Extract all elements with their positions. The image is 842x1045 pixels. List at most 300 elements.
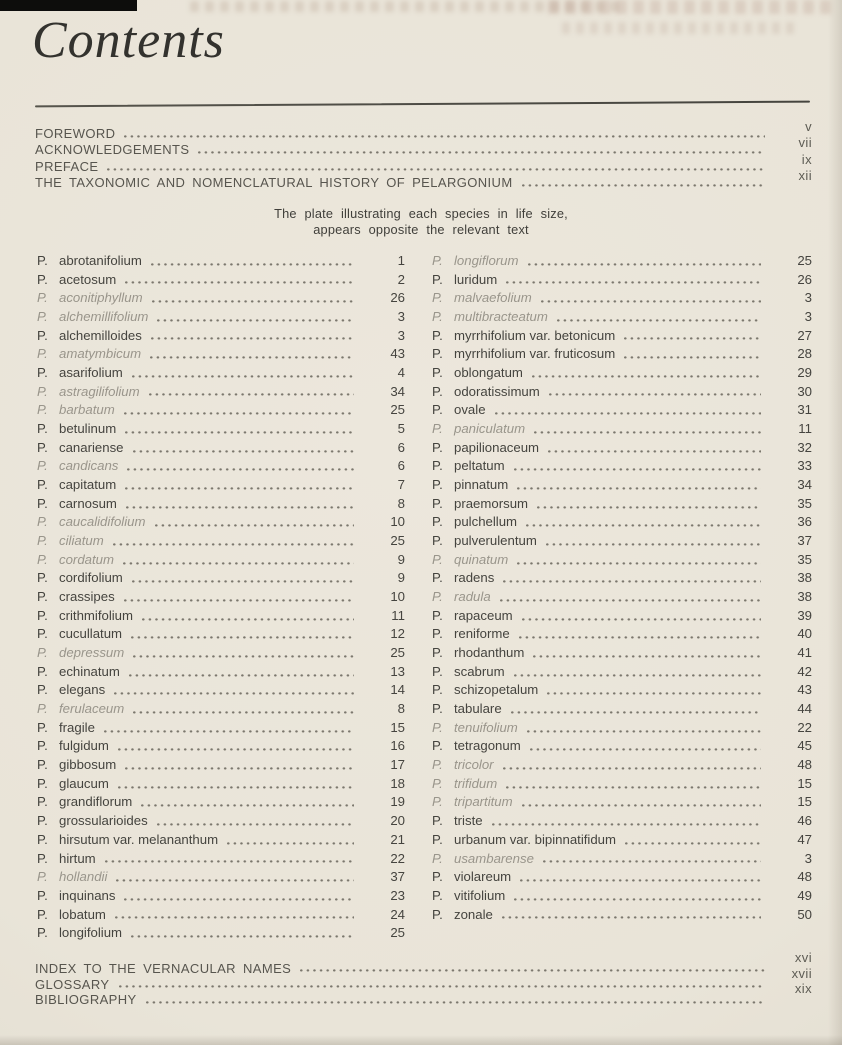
dotted-leader [540,383,768,402]
species-entry-row [432,383,812,402]
species-name: glaucum [59,775,109,791]
genus-abbreviation: P. [432,402,443,418]
species-entry-row [37,906,405,925]
dotted-leader [133,607,361,626]
plate-note [0,206,842,237]
species-entry-row [37,663,405,682]
species-name: malvaefolium [454,290,532,306]
genus-abbreviation: P. [37,570,48,586]
toc-entry-label: GLOSSARY [35,976,110,992]
species-entry-row [432,420,812,439]
species-name: canariense [59,439,124,455]
genus-abbreviation: P. [37,626,48,642]
dotted-leader [123,364,361,383]
genus-abbreviation: P. [432,887,443,903]
species-name: schizopetalum [454,682,539,698]
genus-abbreviation: P. [37,495,48,511]
page-number: 45 [797,738,812,754]
species-entry-row [37,812,405,831]
species-name: lobatum [59,906,106,922]
species-entry-row [37,681,405,700]
species-entry-row [37,327,405,346]
species-entry-row [432,271,812,290]
species-entry-row [432,681,812,700]
toc-entry-row [35,135,812,158]
dotted-leader [505,457,768,476]
species-entry-row [432,308,812,327]
genus-abbreviation: P. [432,570,443,586]
plate-note-line2: appears opposite the relevant text [313,221,529,237]
page-number: 38 [797,589,812,605]
bleedthrough-ghost [548,0,834,14]
dotted-leader [505,887,768,906]
species-name: reniforme [454,626,510,642]
genus-abbreviation: P. [432,383,443,399]
genus-abbreviation: P. [37,906,48,922]
page-number: 15 [797,794,812,810]
genus-abbreviation: P. [37,925,48,941]
species-entry-row [37,924,405,943]
page-number: 36 [797,514,812,530]
dotted-leader [120,663,361,682]
species-name: triste [454,813,483,829]
genus-abbreviation: P. [432,290,443,306]
dotted-leader [523,364,768,383]
species-name: paniculatum [454,421,526,437]
page-number: 12 [390,626,405,642]
species-name: aconitiphyllum [59,290,143,306]
genus-abbreviation: P. [432,850,443,866]
species-entry-row [432,887,812,906]
genus-abbreviation: P. [432,346,443,362]
page-number: 18 [390,775,405,791]
page-number: 24 [390,906,405,922]
species-name: tabulare [454,701,502,717]
dotted-leader [513,793,768,812]
species-name: myrrhifolium var. betonicum [454,327,616,343]
species-name: betulinum [59,421,117,437]
dotted-leader [116,756,361,775]
genus-abbreviation: P. [37,551,48,567]
page-number: 7 [397,477,405,493]
page-number: 40 [797,626,812,642]
genus-abbreviation: P. [37,719,48,735]
species-name: echinatum [59,663,120,679]
species-entry-row [432,476,812,495]
species-entry-row [37,588,405,607]
genus-abbreviation: P. [432,626,443,642]
species-name: ovale [454,402,486,418]
genus-abbreviation: P. [432,757,443,773]
dotted-leader [116,476,361,495]
dotted-leader [124,439,361,458]
species-entry-row [37,439,405,458]
genus-abbreviation: P. [37,439,48,455]
page-number: 14 [390,682,405,698]
species-name: gibbosum [59,757,117,773]
dotted-leader [493,906,768,925]
page-number: 6 [397,458,405,474]
toc-entry-label: FOREWORD [35,126,116,141]
species-entry-row [432,719,812,738]
page-number: ix [801,151,812,167]
dotted-leader [510,625,768,644]
dotted-leader [107,868,361,887]
species-name: caucalidifolium [59,514,146,530]
dotted-leader [122,625,361,644]
page-number: 27 [797,327,812,343]
species-entry-row [432,868,812,887]
genus-abbreviation: P. [432,477,443,493]
dotted-leader [525,420,768,439]
genus-abbreviation: P. [37,514,48,530]
genus-abbreviation: P. [37,813,48,829]
dotted-leader [109,775,361,794]
genus-abbreviation: P. [432,869,443,885]
page-number: 8 [397,701,405,717]
dotted-leader [615,327,768,346]
dotted-leader [548,308,768,327]
species-entry-row [432,812,812,831]
genus-abbreviation: P. [432,533,443,549]
species-entry-row [37,401,405,420]
page-number: 31 [797,402,812,418]
species-name: pinnatum [454,477,509,493]
species-name: violareum [454,869,512,885]
page-number: 21 [390,831,405,847]
toc-entry-label: PREFACE [35,158,99,174]
genus-abbreviation: P. [432,663,443,679]
dotted-leader [508,551,768,570]
species-name: hirtum [59,850,96,866]
dotted-leader [497,271,768,290]
species-name: grossularioides [59,813,148,829]
dotted-leader [513,175,772,191]
species-name: vitifolium [454,887,506,903]
dotted-leader [218,831,361,850]
toc-entry-label: BIBLIOGRAPHY [35,992,137,1008]
species-entry-row [432,327,812,346]
plate-note-line1: The plate illustrating each species in life size, [274,206,568,221]
page-number: 3 [804,290,812,306]
page-number: 30 [797,383,812,399]
species-entry-row [37,345,405,364]
species-name: tricolor [454,757,494,773]
genus-abbreviation: P. [37,533,48,549]
page-number: 9 [397,570,405,586]
dotted-leader [115,887,361,906]
genus-abbreviation: P. [432,421,443,437]
species-name: longiflorum [454,253,519,268]
toc-entry-label: INDEX TO THE VERNACULAR NAMES [35,961,292,976]
genus-abbreviation: P. [37,477,48,493]
page-number: 3 [397,327,405,343]
bleedthrough-ghost [562,22,797,34]
species-entry-row [37,607,405,626]
genus-abbreviation: P. [432,551,443,567]
species-name: hirsutum var. melananthum [59,831,219,847]
species-name: longifolium [59,925,123,941]
page-number: 17 [390,757,405,773]
species-entry-row [37,850,405,869]
species-name: ciliatum [59,533,104,549]
species-entry-row [37,737,405,756]
genus-abbreviation: P. [37,421,48,437]
species-entry-row [37,308,405,327]
species-name: papilionaceum [454,439,540,455]
page-number: 48 [797,869,812,885]
species-entry-row [432,439,812,458]
dotted-leader [124,644,361,663]
page-number: 35 [797,551,812,567]
species-name: pulverulentum [454,533,537,549]
species-entry-row [37,775,405,794]
dotted-leader [483,812,768,831]
dotted-leader [517,513,768,532]
page-number: 49 [797,887,812,903]
dotted-leader [109,737,361,756]
dotted-leader [528,495,768,514]
species-name: elegans [59,682,106,698]
page-number: xvii [791,965,812,981]
species-name: tetragonum [454,738,521,754]
dotted-leader [538,681,768,700]
species-entry-row [37,793,405,812]
page-number: 10 [390,589,405,605]
species-entry-row [432,588,812,607]
species-entry-row [37,569,405,588]
page-number: xix [794,981,812,997]
dotted-leader [146,513,362,532]
dotted-leader [534,850,768,869]
page-number: 25 [390,925,405,941]
species-column-right [432,252,812,943]
genus-abbreviation: P. [432,458,443,474]
page-number: 15 [797,775,812,791]
genus-abbreviation: P. [432,327,443,343]
toc-entry-row [35,119,812,142]
page-number: 41 [797,645,812,661]
genus-abbreviation: P. [37,757,48,773]
dotted-leader [513,607,768,626]
species-name: fragile [59,719,95,735]
page-number: 43 [797,682,812,698]
species-entry-row [37,551,405,570]
dotted-leader [141,345,361,364]
species-entry-row [37,756,405,775]
page-number: 32 [797,439,812,455]
species-name: abrotanifolium [59,253,142,268]
genus-abbreviation: P. [432,906,443,922]
genus-abbreviation: P. [37,589,48,605]
dotted-leader [117,495,361,514]
page-number: 29 [797,365,812,381]
species-name: alchemilloides [59,327,142,343]
species-entry-row [432,569,812,588]
species-name: fulgidum [59,738,109,754]
dotted-leader [118,457,361,476]
species-entry-row [37,252,405,271]
species-entry-row [432,625,812,644]
species-name: astragilifolium [59,383,140,399]
genus-abbreviation: P. [432,607,443,623]
genus-abbreviation: P. [432,253,443,268]
genus-abbreviation: P. [37,887,48,903]
species-entry-row [432,532,812,551]
genus-abbreviation: P. [432,271,443,287]
genus-abbreviation: P. [432,514,443,530]
genus-abbreviation: P. [37,738,48,754]
genus-abbreviation: P. [37,607,48,623]
species-entry-row [37,513,405,532]
dotted-leader [189,142,772,158]
page-number: 37 [390,869,405,885]
species-entry-row [432,289,812,308]
genus-abbreviation: P. [37,346,48,362]
species-name: pulchellum [454,514,518,530]
species-name: crithmifolium [59,607,134,623]
species-name: radula [454,589,491,605]
genus-abbreviation: P. [37,365,48,381]
species-entry-row [37,271,405,290]
toc-entry-label: ACKNOWLEDGEMENTS [35,142,190,158]
species-name: asarifolium [59,365,123,381]
title-divider-rule [35,101,810,108]
page-number: 3 [804,309,812,325]
genus-abbreviation: P. [37,682,48,698]
page-number: 28 [797,346,812,362]
species-name: peltatum [454,458,505,474]
page-number: 9 [397,551,405,567]
page-number: 2 [397,271,405,287]
species-entry-row [37,532,405,551]
genus-abbreviation: P. [37,271,48,287]
back-matter-list [35,950,812,1008]
species-entry-row [37,868,405,887]
species-name: myrrhifolium var. fruticosum [454,346,616,362]
species-name: cordifolium [59,570,123,586]
species-name: capitatum [59,477,117,493]
species-name: radens [454,570,495,586]
page-number: 48 [797,757,812,773]
page-number: 8 [397,495,405,511]
toc-entry-row [35,167,812,191]
dotted-leader [95,719,361,738]
page-number: xii [798,167,812,183]
page-edge-shadow [828,0,842,1045]
page-number: xvi [794,950,812,965]
page-number: 37 [797,533,812,549]
species-name: hollandii [59,869,108,885]
dotted-leader [494,569,768,588]
genus-abbreviation: P. [432,682,443,698]
species-entry-row [37,383,405,402]
page-number: 42 [797,663,812,679]
page-number: 34 [390,383,405,399]
species-entry-row [37,457,405,476]
dotted-leader [110,977,773,993]
species-entry-row [432,737,812,756]
genus-abbreviation: P. [432,309,443,325]
species-name: luridum [454,271,498,287]
dotted-leader [497,775,768,794]
species-name: zonale [454,906,493,922]
species-name: crassipes [59,589,115,605]
page-number: 46 [797,813,812,829]
species-name: amatymbicum [59,346,142,362]
dotted-leader [148,812,361,831]
species-entry-row [432,401,812,420]
dotted-leader [521,737,768,756]
species-entry-row [432,364,812,383]
genus-abbreviation: P. [37,831,48,847]
page-number: 25 [390,645,405,661]
page-number: 20 [390,813,405,829]
page-number: 4 [397,365,405,381]
species-columns [37,252,812,943]
dotted-leader [122,924,361,943]
page-number: 26 [797,271,812,287]
page-number: 3 [397,309,405,325]
species-name: urbanum var. bipinnatifidum [454,831,617,847]
dotted-leader [115,588,361,607]
dotted-leader [104,532,361,551]
dotted-leader [124,700,361,719]
species-name: rhodanthum [454,645,525,661]
page-number: v [805,119,812,134]
species-entry-row [432,663,812,682]
genus-abbreviation: P. [37,327,48,343]
page-number: 22 [390,850,405,866]
species-entry-row [37,644,405,663]
dotted-leader [137,992,772,1008]
dotted-leader [518,719,768,738]
page-number: vii [798,135,812,151]
dotted-leader [511,868,768,887]
species-name: odoratissimum [454,383,540,399]
species-name: acetosum [59,271,117,287]
genus-abbreviation: P. [432,738,443,754]
genus-abbreviation: P. [432,365,443,381]
page-number: 33 [797,458,812,474]
dotted-leader [486,401,768,420]
genus-abbreviation: P. [37,869,48,885]
species-entry-row [37,700,405,719]
genus-abbreviation: P. [37,775,48,791]
dotted-leader [519,252,768,271]
species-entry-row [432,700,812,719]
page-title: Contents [32,12,225,69]
species-entry-row [37,364,405,383]
page-number: 6 [397,439,405,455]
genus-abbreviation: P. [37,701,48,717]
page-number: 44 [797,701,812,717]
genus-abbreviation: P. [432,589,443,605]
species-entry-row [432,644,812,663]
page-number: 11 [391,607,405,623]
dotted-leader [114,551,361,570]
species-name: alchemillifolium [59,309,149,325]
species-entry-row [432,551,812,570]
dotted-leader [148,308,361,327]
genus-abbreviation: P. [37,645,48,661]
page-edge-shadow [0,1035,842,1045]
toc-entry-row [35,151,812,175]
species-entry-row [37,625,405,644]
page-number: 39 [797,607,812,623]
species-entry-row [432,850,812,869]
dotted-leader [143,289,361,308]
